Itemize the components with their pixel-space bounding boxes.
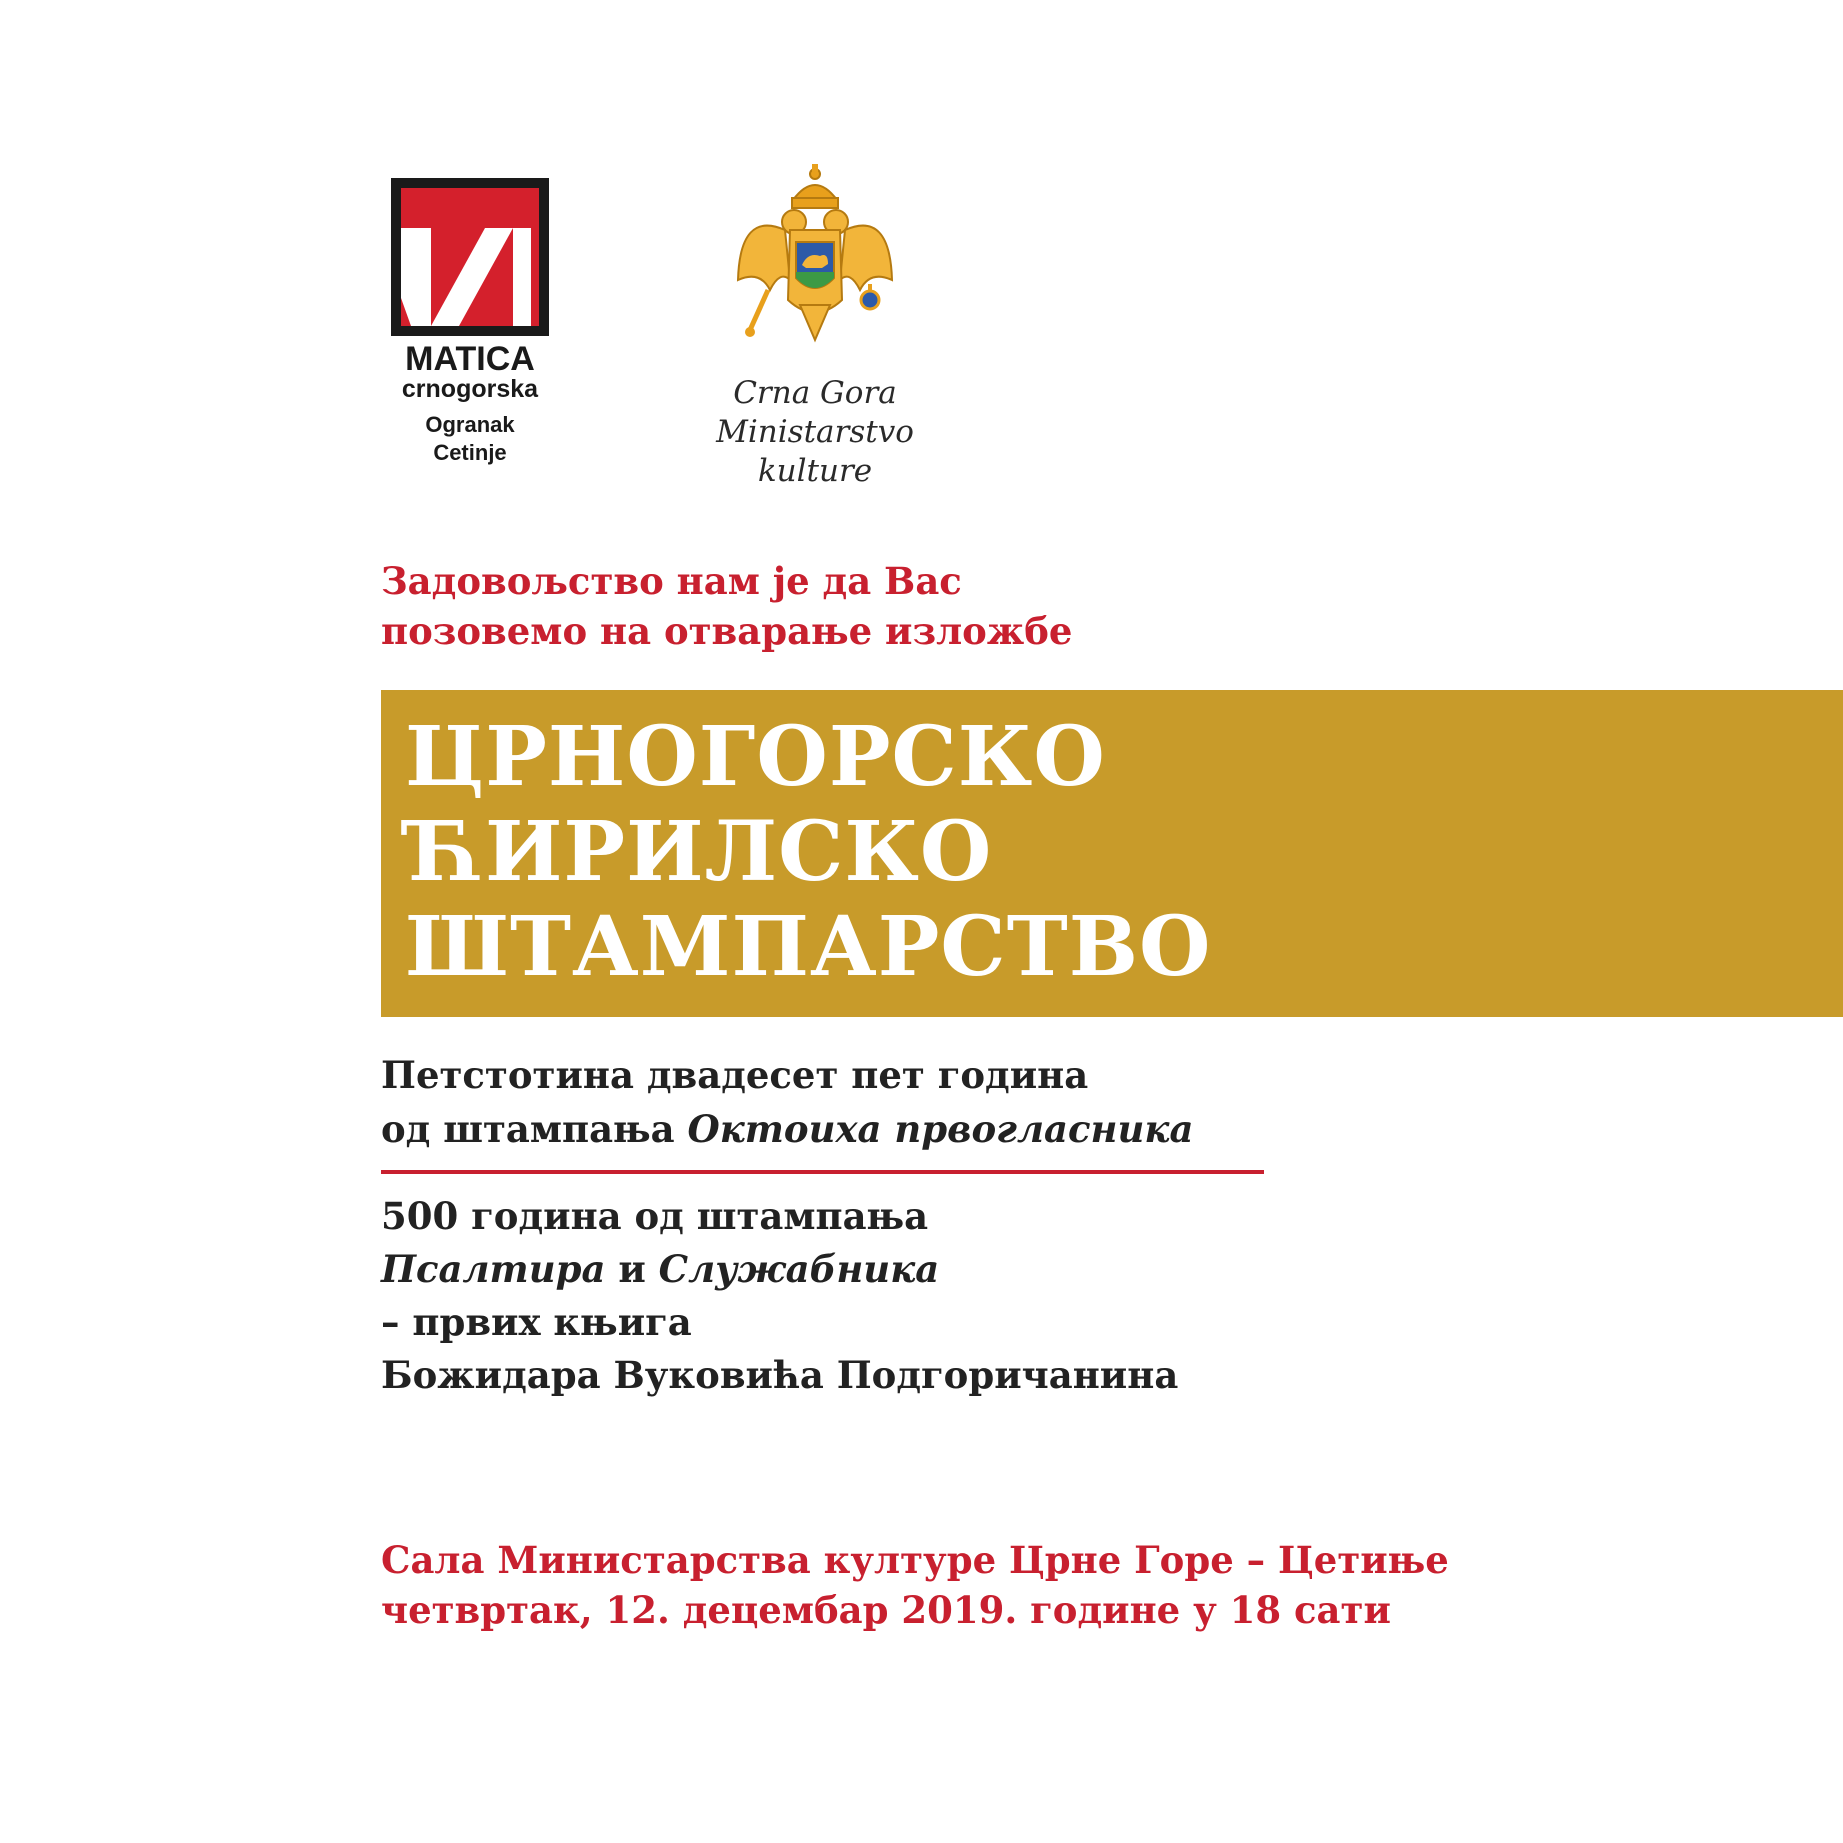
venue-datetime: четвртак, 12. децембар 2019. године у 18 сати — [381, 1588, 1391, 1632]
subtitle2-line-4: Божидара Вуковића Подгоричанина — [381, 1353, 1179, 1397]
subtitle1-line-2-text: од штампања — [381, 1107, 688, 1151]
subtitle-anniversary-psaltir — [381, 1190, 1178, 1402]
subtitle2-conjunction: и — [605, 1247, 659, 1291]
subtitle2-line-3: – првих књига — [381, 1300, 692, 1344]
exhibition-title — [405, 710, 1211, 995]
subtitle-anniversary-oktoih — [381, 1048, 1193, 1156]
coat-of-arms-icon — [730, 160, 900, 350]
sluzabnik-title: Служабника — [658, 1247, 940, 1291]
invitation-line-2: позовемо на отварање изложбе — [381, 609, 1073, 653]
subtitle2-line-1: 500 година од штампања — [381, 1194, 929, 1238]
matica-logo — [390, 178, 550, 464]
venue-info — [381, 1535, 1449, 1635]
oktoih-title: Октоиха првогласника — [687, 1107, 1194, 1151]
title-line-2: ЋИРИЛСКО — [405, 804, 993, 900]
venue-location: Сала Министарства културе Црне Горе – Цетиње — [381, 1538, 1449, 1582]
matica-city: Cetinje — [433, 440, 507, 465]
matica-m-icon — [391, 178, 549, 336]
matica-branch: Ogranak — [425, 412, 515, 437]
exhibition-title-banner — [381, 690, 1843, 1017]
ministry-logo — [655, 160, 975, 491]
ministry-country: Crna Gora — [733, 375, 897, 411]
psaltir-title: Псалтира — [381, 1247, 606, 1291]
red-divider — [381, 1170, 1264, 1174]
invitation-line-1: Задовољство нам је да Вас — [381, 559, 962, 603]
subtitle2-line-2 — [381, 1243, 1178, 1296]
matica-sub: crnogorska — [401, 375, 539, 403]
subtitle1-line-2 — [381, 1102, 1193, 1156]
title-line-1: ЦРНОГОРСКО — [405, 709, 1106, 805]
ministry-name: Ministarstvo kulture — [716, 414, 914, 489]
subtitle1-line-1: Петстотина двадесет пет година — [381, 1053, 1089, 1097]
invitation-text — [381, 556, 1072, 656]
title-line-3: ШТАМПАРСТВО — [405, 899, 1212, 995]
matica-name: MATICA — [405, 340, 535, 378]
